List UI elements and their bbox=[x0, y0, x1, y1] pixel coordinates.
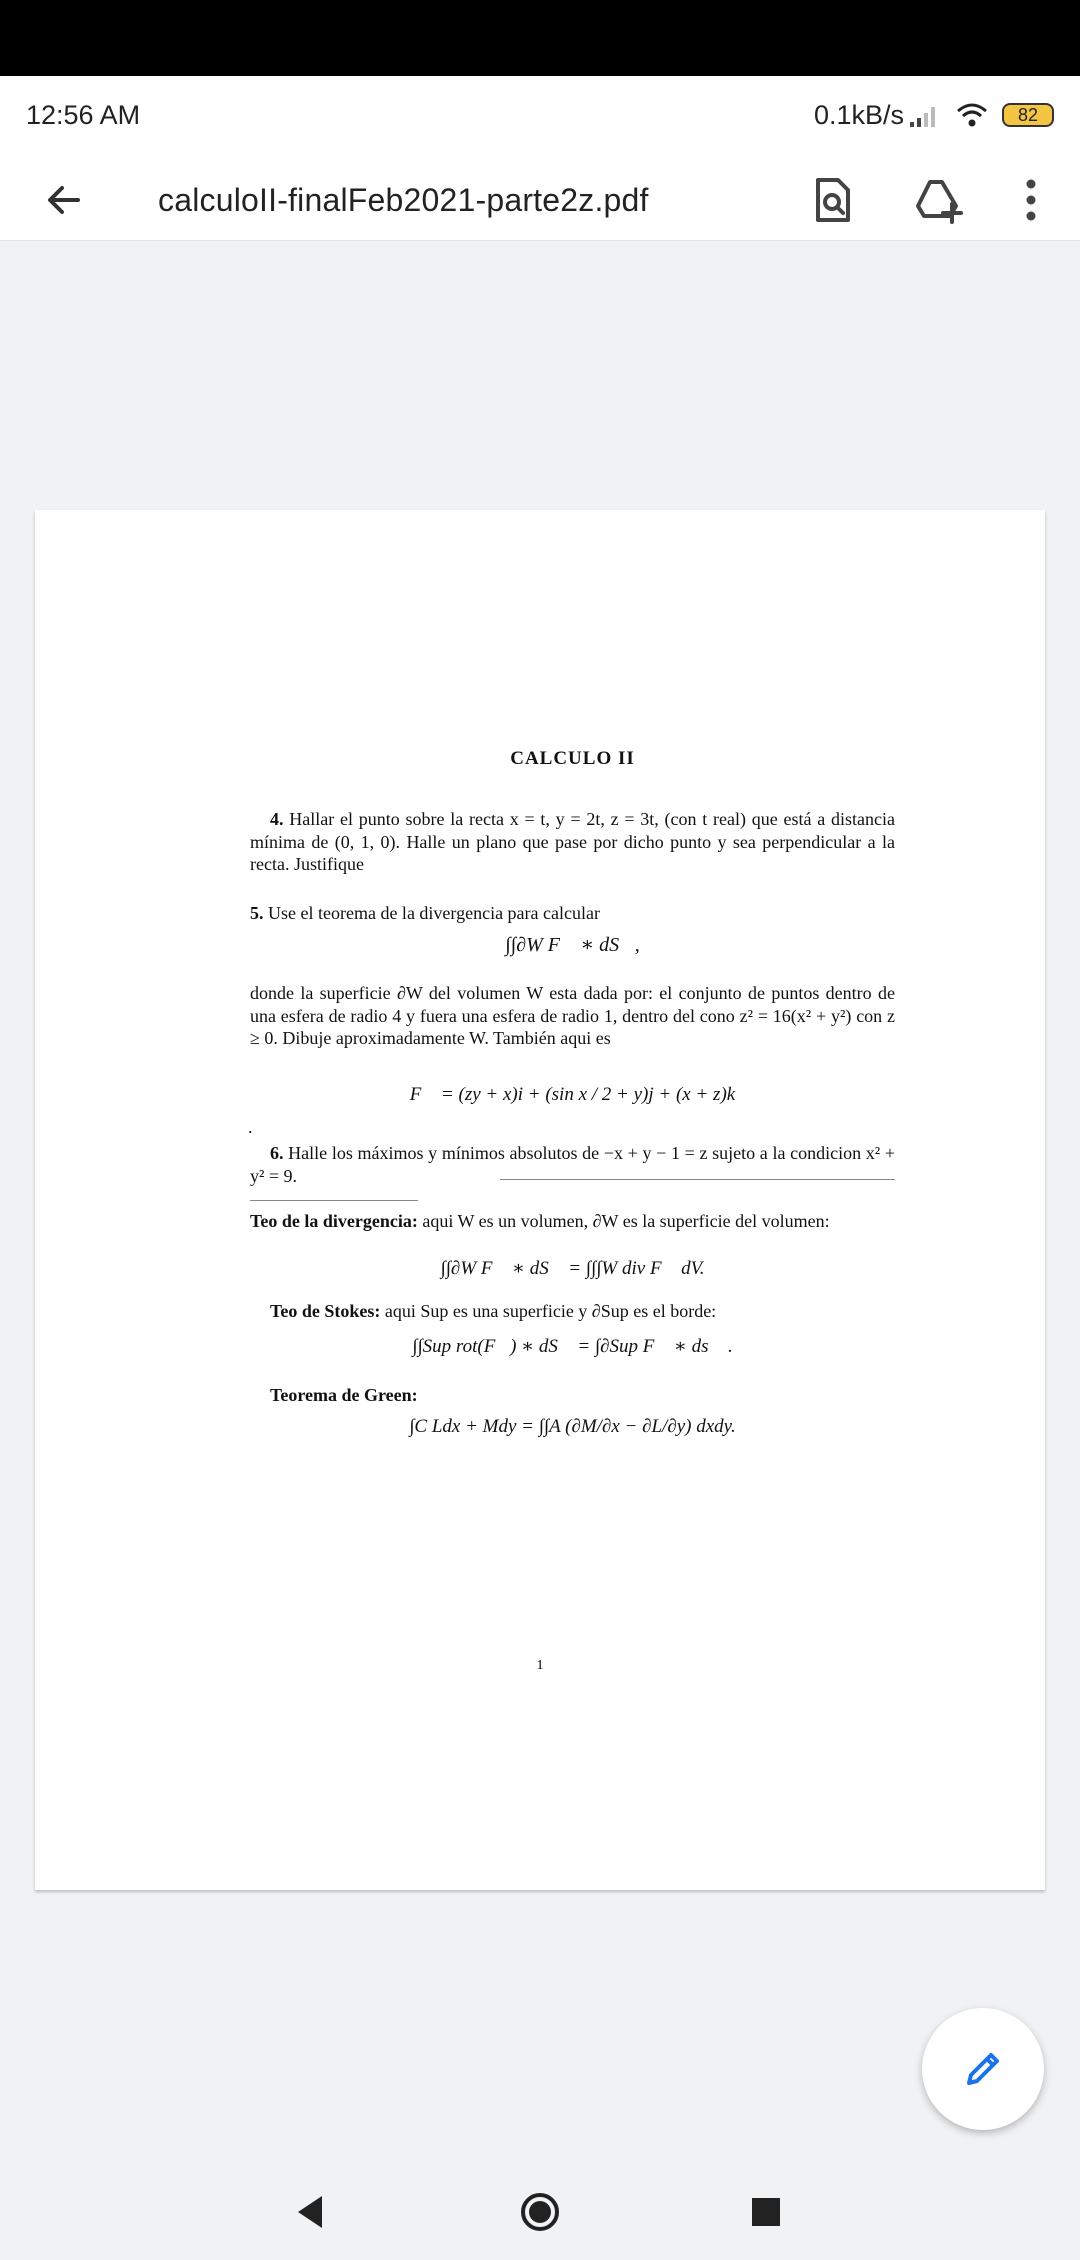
pdf-page bbox=[35, 510, 1045, 1890]
theorem-divergence-text: aqui W es un volumen, ∂W es la superficie del volumen: bbox=[422, 1211, 830, 1231]
system-nav-bar bbox=[0, 2162, 1080, 2260]
question-5 bbox=[250, 902, 895, 925]
wifi-icon bbox=[956, 102, 988, 128]
question-4-text: Hallar el punto sobre la recta x = t, y = 2t, z = 3t, (con t real) que está a distancia mínima de (0, 1, 0). Halle un plano que pase por dicho punto y sea perpendicular a la recta. Justifique bbox=[250, 809, 895, 874]
page-number: 1 bbox=[536, 1658, 544, 1673]
equation-flux-integral: ∫∫∂W F⃗ ∗ dS⃗, bbox=[505, 934, 640, 956]
nav-back-icon[interactable] bbox=[290, 2190, 334, 2234]
theorem-green bbox=[250, 1384, 895, 1407]
question-5-description: donde la superficie ∂W del volumen W esta dada por: el conjunto de puntos dentro de una esfera de radio 4 y fuera una esfera de radio 1, dentro del cono z² = 16(x² + y²) con z ≥ 0. Dibuje aproximadamente W. También aqui es bbox=[250, 983, 895, 1048]
theorem-green-label: Teorema de Green: bbox=[270, 1385, 418, 1405]
question-5-text: Use el teorema de la divergencia para calcular bbox=[268, 903, 600, 923]
add-to-drive-icon[interactable] bbox=[912, 174, 964, 226]
status-bar bbox=[0, 76, 1080, 160]
footnote-rule bbox=[250, 1200, 418, 1201]
doc-heading: CALCULO II bbox=[510, 748, 635, 769]
edit-pencil-icon bbox=[961, 2047, 1005, 2091]
question-6-number: 6. bbox=[270, 1143, 284, 1163]
question-5-number: 5. bbox=[250, 903, 264, 923]
battery-icon: 82 bbox=[1002, 103, 1054, 127]
stray-dot: . bbox=[248, 1117, 253, 1137]
theorem-stokes bbox=[250, 1300, 895, 1323]
question-4 bbox=[250, 808, 895, 876]
theorem-divergence-label: Teo de la divergencia: bbox=[250, 1211, 418, 1231]
search-doc-icon[interactable] bbox=[806, 174, 858, 226]
document-title: calculoII-finalFeb2021-parte2z.pdf bbox=[158, 182, 649, 218]
network-speed: 0.1kB/s bbox=[813, 100, 904, 130]
signal-icon bbox=[908, 104, 942, 128]
camera-cutout-bar bbox=[0, 0, 1080, 76]
nav-home-icon[interactable] bbox=[518, 2190, 562, 2234]
app-bar bbox=[0, 160, 1080, 241]
rule-line bbox=[500, 1179, 895, 1180]
equation-divergence: ∫∫∂W F⃗ ∗ dS⃗ = ∫∫∫W div F⃗ dV. bbox=[440, 1258, 705, 1279]
equation-green: ∫C Ldx + Mdy = ∫∫A (∂M/∂x − ∂L/∂y) dxdy. bbox=[409, 1416, 736, 1437]
equation-vector-field: F⃗ = (zy + x)i + (sin x / 2 + y)j + (x + z)k bbox=[409, 1084, 736, 1105]
nav-recents-icon[interactable] bbox=[744, 2190, 788, 2234]
back-arrow-icon[interactable] bbox=[40, 176, 88, 224]
theorem-divergence bbox=[250, 1210, 895, 1233]
edit-fab-button[interactable] bbox=[922, 2008, 1044, 2130]
question-4-number: 4. bbox=[270, 809, 284, 829]
question-6 bbox=[250, 1142, 895, 1187]
question-6-text: Halle los máximos y mínimos absolutos de −x + y − 1 = z sujeto a la condicion x² + y² = 9. bbox=[250, 1143, 895, 1186]
theorem-stokes-text: aqui Sup es una superficie y ∂Sup es el borde: bbox=[384, 1301, 717, 1321]
equation-stokes: ∫∫Sup rot(F⃗) ∗ dS⃗ = ∫∂Sup F⃗ ∗ ds⃗ . bbox=[412, 1336, 733, 1357]
more-vert-icon[interactable] bbox=[1005, 174, 1057, 226]
theorem-stokes-label: Teo de Stokes: bbox=[270, 1301, 381, 1321]
status-time: 12:56 AM bbox=[26, 100, 141, 130]
